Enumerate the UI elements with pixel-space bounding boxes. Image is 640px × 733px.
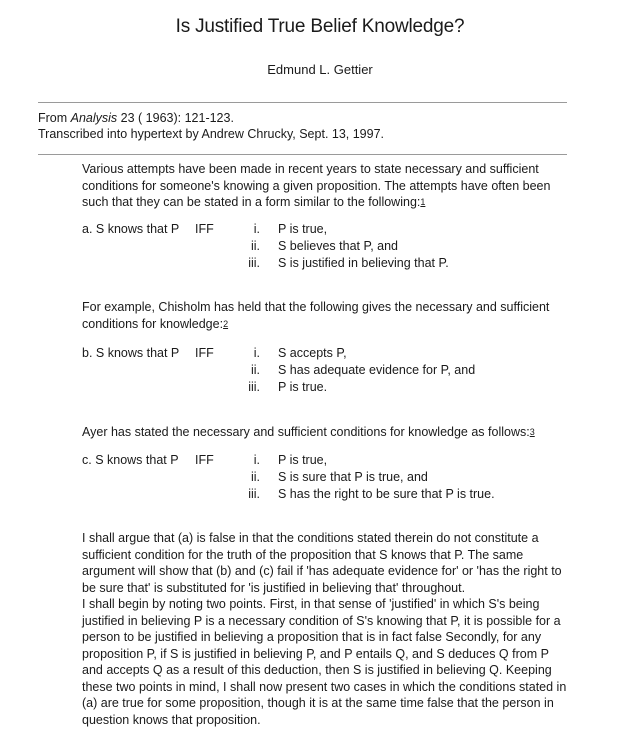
condition-c-iff: IFF <box>195 453 214 467</box>
citation-detail: 23 ( 1963): 121-123. <box>117 111 234 125</box>
condition-c <box>82 452 572 502</box>
bottom-divider <box>38 154 567 155</box>
condition-c-item-1: P is true, <box>278 453 328 467</box>
condition-c-lhs: c. S knows that P <box>82 453 179 467</box>
ayer-text: Ayer has stated the necessary and sufficient conditions for knowledge as follows: <box>82 425 530 439</box>
footnote-link-3[interactable]: 3 <box>529 427 535 437</box>
condition-b-num-1: i. <box>253 346 260 360</box>
condition-b-item-3: P is true. <box>278 380 328 394</box>
top-divider <box>38 102 567 103</box>
condition-b-item-1: S accepts P, <box>278 346 347 360</box>
intro-text: Various attempts have been made in recent years to state necessary and sufficient conditions for someone's knowing a given proposition. The attempts have often been such that they can be stated in a form similar to the following: <box>82 162 551 209</box>
condition-b-lhs: b. S knows that P <box>82 346 180 360</box>
condition-a-num-2: ii. <box>250 239 260 253</box>
citation-line <box>38 110 384 126</box>
condition-c-num-3: iii. <box>248 487 260 501</box>
condition-b <box>82 345 572 395</box>
condition-a-iff: IFF <box>195 222 214 236</box>
condition-a-lhs: a. S knows that P <box>82 222 180 236</box>
footnote-link-1[interactable]: 1 <box>420 197 426 207</box>
page-title: Is Justified True Belief Knowledge? <box>175 16 465 37</box>
journal-name: Analysis <box>70 111 118 125</box>
chisholm-text: For example, Chisholm has held that the following gives the necessary and sufficient conditions for knowledge: <box>82 300 550 331</box>
condition-b-num-3: iii. <box>248 380 260 394</box>
source-block <box>38 110 384 142</box>
author-name: Edmund L. Gettier <box>267 62 373 77</box>
ayer-paragraph <box>82 424 572 441</box>
condition-c-num-1: i. <box>253 453 260 467</box>
condition-c-num-2: ii. <box>250 470 260 484</box>
two-points-paragraph: I shall begin by noting two points. First, in that sense of 'justified' in which S's being justified in believing P is a necessary condition of S's knowing that P, it is possible for a person to be justified in believing a proposition that is in fact false Secondly, for any proposition P, if S is justified in believing P, and P entails Q, and S deduces Q from P and accepts Q as a result of this deduction, then S is justified in believing Q. Keeping these two points in mind, I shall now present two cases in which the conditions stated in (a) are true for some proposition, though it is at the same time false that the person in question knows that proposition. <box>82 597 567 727</box>
condition-a-item-1: P is true, <box>278 222 328 236</box>
condition-a-item-3: S is justified in believing that P. <box>278 256 449 270</box>
condition-b-num-2: ii. <box>250 363 260 377</box>
condition-c-item-3: S has the right to be sure that P is true. <box>278 487 495 501</box>
condition-c-item-2: S is sure that P is true, and <box>278 470 428 484</box>
argument-paragraph: I shall argue that (a) is false in that the conditions stated therein do not constitute a sufficient condition for the truth of the proposition that S knows that P. The same argument will show that (b) and (c) fail if 'has adequate evidence for' or 'has the right to be sure that' is substituted for 'is justified in believing that' throughout. <box>82 531 562 595</box>
condition-a-num-3: iii. <box>248 256 260 270</box>
transcription-line: Transcribed into hypertext by Andrew Chrucky, Sept. 13, 1997. <box>38 127 385 141</box>
condition-b-iff: IFF <box>195 346 214 360</box>
intro-paragraph <box>82 161 572 211</box>
condition-a-num-1: i. <box>253 222 260 236</box>
condition-a <box>82 221 572 271</box>
condition-a-item-2: S believes that P, and <box>278 239 398 253</box>
citation-prefix: From <box>38 111 71 125</box>
condition-b-item-2: S has adequate evidence for P, and <box>278 363 476 377</box>
footnote-link-2[interactable]: 2 <box>223 318 229 329</box>
chisholm-paragraph <box>82 299 572 332</box>
